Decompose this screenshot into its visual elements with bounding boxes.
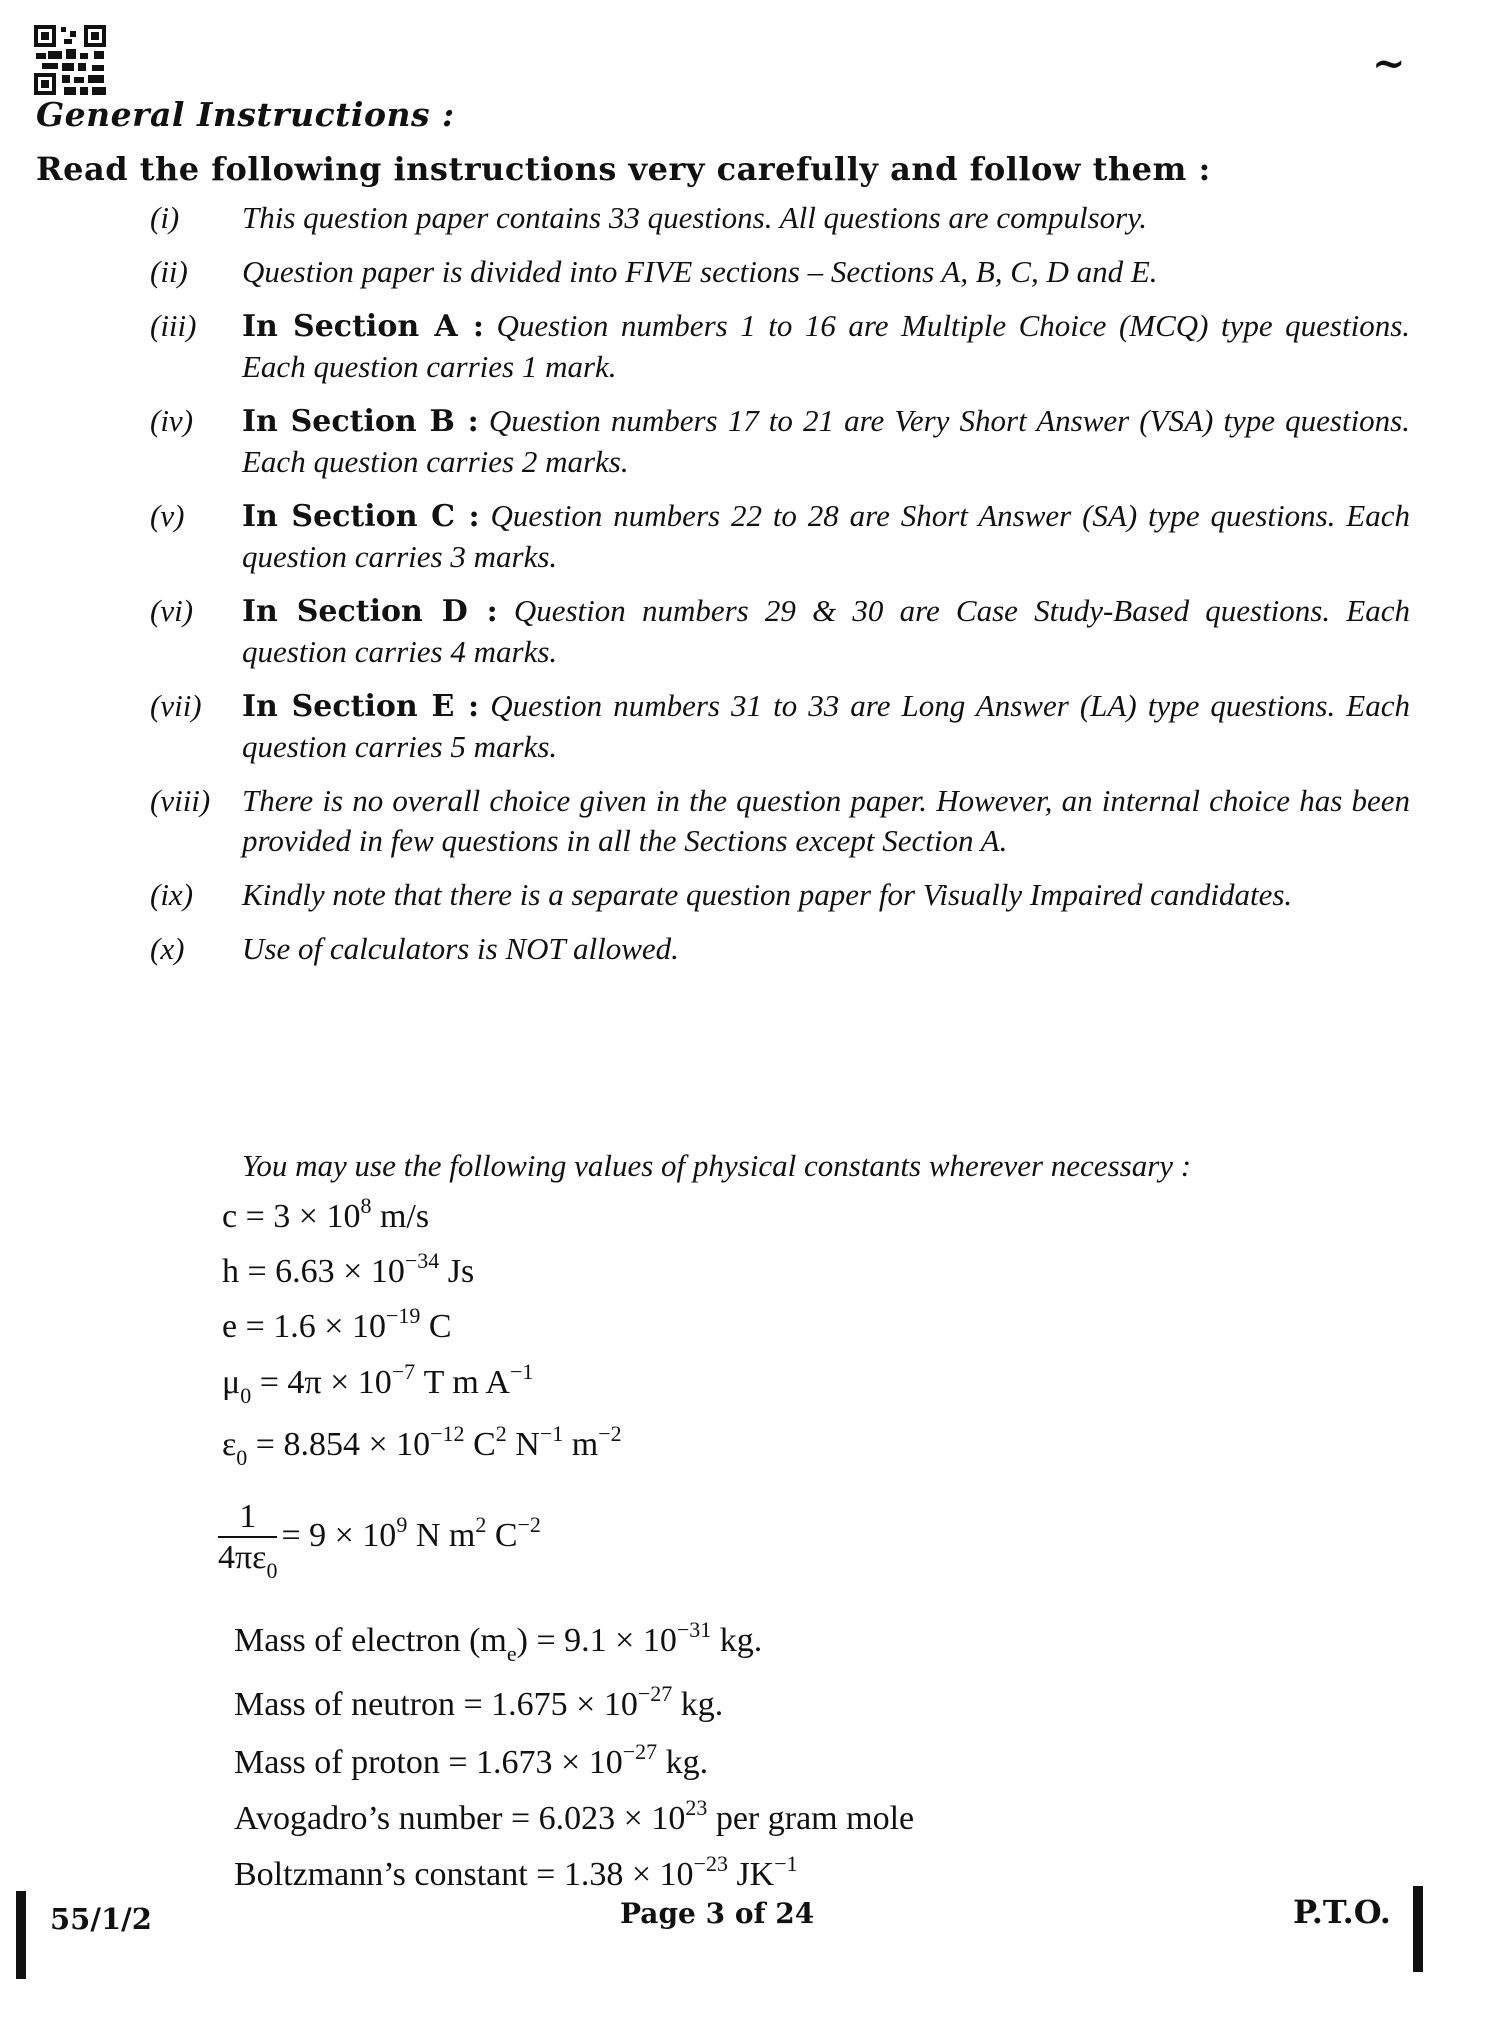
const-unit: Js (439, 1253, 475, 1290)
instruction-item (150, 686, 1410, 767)
fraction-numerator: 1 (218, 1498, 277, 1538)
instruction-item (150, 306, 1410, 387)
item-text: Use of calculators is NOT allowed. (242, 931, 679, 966)
const-exp: −19 (385, 1303, 421, 1328)
item-text: This question paper contains 33 questions. All questions are compulsory. (242, 200, 1148, 235)
item-text (242, 686, 1410, 767)
const-exp: 9 (396, 1511, 408, 1537)
const-unit-exp: −2 (517, 1511, 541, 1537)
item-text (242, 401, 1410, 482)
const-exp: −12 (430, 1421, 465, 1446)
section-lead: In Section E : (242, 689, 480, 724)
fraction (218, 1498, 278, 1583)
instruction-item (150, 929, 1410, 969)
constants-intro: You may use the following values of physical constants wherever necessary : (242, 1148, 1192, 1183)
const-unit: N m (407, 1516, 476, 1554)
item-text (242, 496, 1410, 577)
instructions-list (150, 198, 1410, 983)
item-number: (ix) (150, 877, 194, 912)
item-text: Kindly note that there is a separate question paper for Visually Impaired candidates. (242, 877, 1293, 912)
item-number: (vi) (150, 593, 194, 628)
item-number: (iii) (150, 308, 197, 343)
item-number: (i) (150, 200, 180, 235)
section-lead: In Section D : (242, 594, 498, 629)
const-rhs: = 4π × 10 (251, 1364, 392, 1401)
const-lhs: c = 3 × 10 (222, 1198, 361, 1235)
item-number: (iv) (150, 403, 194, 438)
item-number: (vii) (150, 688, 202, 723)
footer-right-bar (1413, 1886, 1423, 1972)
const-unit: C (464, 1426, 496, 1463)
section-desc: Question numbers 22 to 28 are Short Answer (SA) type questions. Each question carries 3 marks. (242, 498, 1410, 574)
corner-mark: ~ (1372, 40, 1406, 87)
const-unit-exp: −1 (539, 1421, 564, 1446)
item-text (242, 306, 1410, 387)
section-lead: In Section A : (242, 309, 484, 344)
const-sub: 0 (236, 1445, 248, 1470)
const-exp: −27 (622, 1739, 658, 1764)
denominator-sub: 0 (266, 1558, 278, 1583)
const-exp: −27 (637, 1681, 673, 1706)
instruction-item (150, 401, 1410, 482)
fraction-denominator (218, 1538, 278, 1583)
paper-code: 55/1/2 (50, 1902, 152, 1936)
const-exp: 23 (685, 1795, 708, 1820)
instruction-item (150, 591, 1410, 672)
constant-electron-mass (234, 1617, 763, 1666)
constant-proton-mass (234, 1739, 709, 1782)
item-text: There is no overall choice given in the question paper. However, an internal choice has been provided in few questions in all the Sections except Section A. (242, 783, 1410, 858)
constant-epsilon0 (222, 1421, 622, 1470)
page-number: Page 3 of 24 (620, 1897, 815, 1930)
general-instructions-title: General Instructions : (36, 95, 455, 134)
const-lhs: Mass of proton = 1.673 × 10 (234, 1744, 623, 1781)
const-unit: N (506, 1426, 540, 1463)
const-unit: kg. (672, 1686, 724, 1723)
constant-avogadro (234, 1795, 915, 1838)
instruction-item (150, 781, 1410, 861)
const-unit: m/s (371, 1198, 430, 1235)
const-unit: C (486, 1516, 518, 1554)
const-lhs: h = 6.63 × 10 (222, 1253, 405, 1290)
const-unit-exp: 2 (475, 1511, 487, 1537)
const-unit: T m A (415, 1364, 510, 1401)
const-rhs: = 9 × 10 (281, 1516, 397, 1554)
denominator-text: 4πε (218, 1539, 267, 1576)
item-text: Question paper is divided into FIVE sections – Sections A, B, C, D and E. (242, 254, 1158, 289)
item-number: (ii) (150, 254, 188, 289)
const-unit: kg. (657, 1744, 709, 1781)
section-desc: Question numbers 29 & 30 are Case Study-Based questions. Each question carries 4 marks. (242, 593, 1410, 669)
const-lhs: Avogadro’s number = 6.023 × 10 (234, 1800, 686, 1837)
qr-code-icon (34, 25, 108, 97)
constant-mu0 (222, 1359, 534, 1408)
item-number: (x) (150, 931, 185, 966)
const-rhs: = 8.854 × 10 (247, 1426, 431, 1463)
const-exp: −31 (676, 1617, 712, 1642)
item-number: (viii) (150, 783, 211, 818)
section-desc: Question numbers 1 to 16 are Multiple Choice (MCQ) type questions. Each question carries 1 mark. (242, 308, 1411, 384)
constant-speed-of-light (222, 1193, 430, 1236)
instruction-item (150, 252, 1410, 292)
item-text (242, 591, 1410, 672)
instructions-subtitle: Read the following instructions very carefully and follow them : (36, 150, 1211, 188)
pto-label: P.T.O. (1293, 1893, 1391, 1931)
const-symbol: ε (222, 1426, 237, 1463)
section-lead: In Section C : (242, 499, 480, 534)
const-unit-exp: 2 (495, 1421, 507, 1446)
constant-coulomb (218, 1498, 541, 1583)
const-lhs: e = 1.6 × 10 (222, 1308, 386, 1345)
const-symbol: μ (222, 1364, 241, 1401)
const-unit: m (563, 1426, 599, 1463)
const-unit-exp: −2 (598, 1421, 622, 1446)
const-lhs: Mass of electron (m (234, 1622, 507, 1659)
section-desc: Question numbers 31 to 33 are Long Answer (LA) type questions. Each question carries 5 marks. (242, 688, 1410, 764)
const-lhs: Mass of neutron = 1.675 × 10 (234, 1686, 638, 1723)
const-unit: JK (727, 1856, 775, 1893)
const-unit-exp: −1 (774, 1851, 798, 1876)
constant-planck (222, 1248, 475, 1291)
item-number: (v) (150, 498, 185, 533)
const-exp: −23 (693, 1851, 728, 1876)
const-rhs: ) = 9.1 × 10 (516, 1622, 677, 1659)
const-exp: −7 (391, 1359, 416, 1384)
const-lhs: Boltzmann’s constant = 1.38 × 10 (234, 1856, 694, 1893)
instruction-item (150, 198, 1410, 238)
section-lead: In Section B : (242, 404, 479, 439)
const-exp: −34 (404, 1248, 440, 1273)
constant-boltzmann (234, 1851, 798, 1894)
section-desc: Question numbers 17 to 21 are Very Short Answer (VSA) type questions. Each question carries 2 marks. (242, 403, 1410, 479)
const-sub: 0 (240, 1383, 252, 1408)
constant-neutron-mass (234, 1681, 724, 1724)
constant-electron-charge (222, 1303, 452, 1346)
const-unit-exp: −1 (509, 1359, 534, 1384)
const-unit: C (420, 1308, 452, 1345)
instruction-item (150, 875, 1410, 915)
const-unit: per gram mole (707, 1800, 915, 1837)
footer-left-bar (16, 1891, 26, 1979)
instruction-item (150, 496, 1410, 577)
const-unit: kg. (711, 1622, 763, 1659)
const-sub: e (506, 1641, 517, 1666)
const-exp: 8 (360, 1193, 372, 1218)
